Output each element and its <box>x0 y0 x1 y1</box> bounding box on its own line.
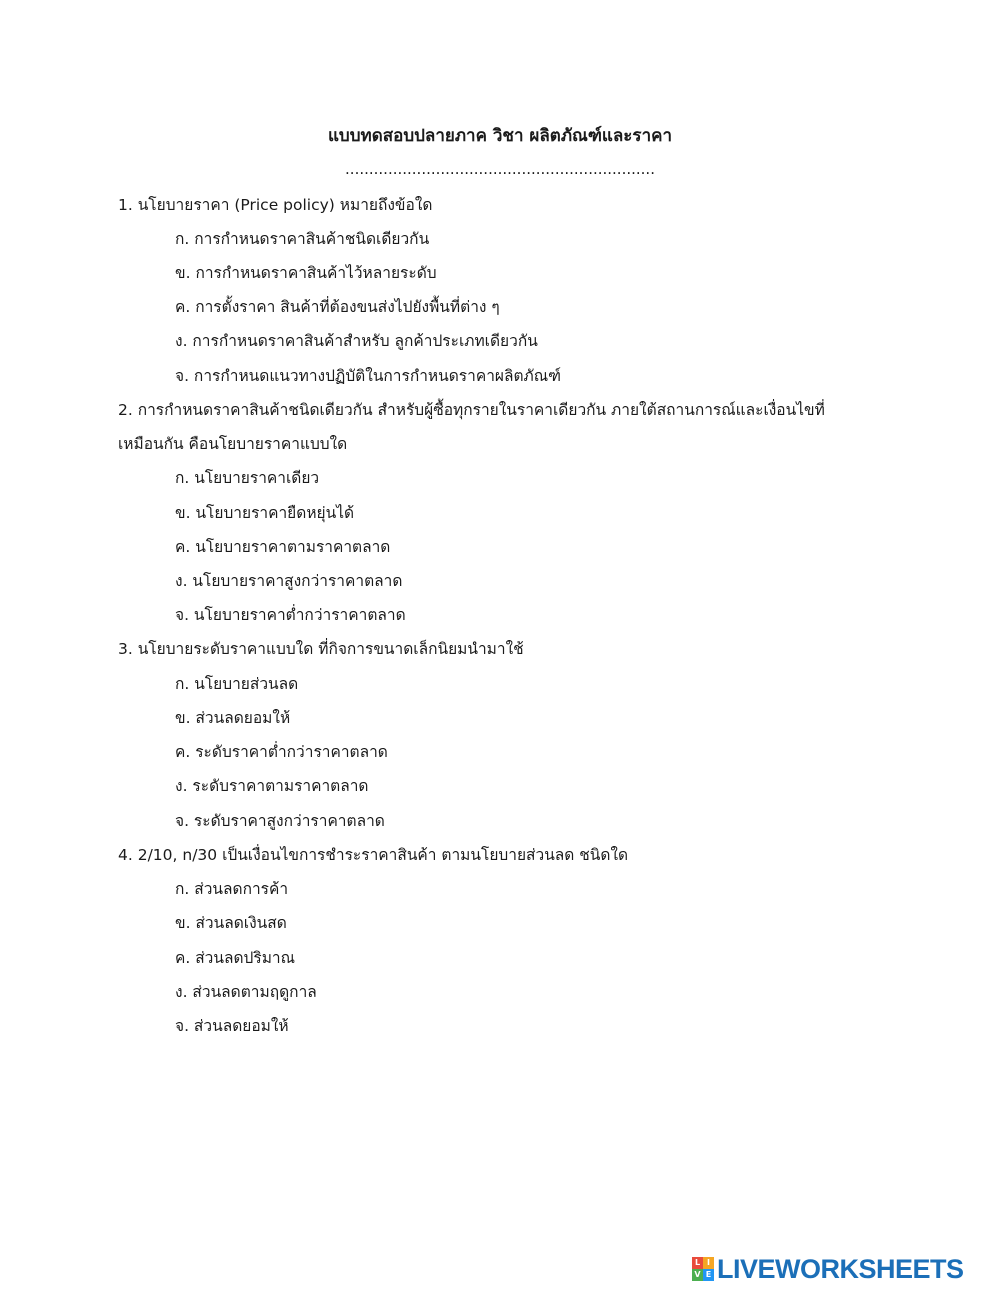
logo-cell-v: V <box>692 1269 703 1281</box>
question-1-option-d[interactable]: ง. การกำหนดราคาสินค้าสำหรับ ลูกค้าประเภทเดียวกัน <box>175 332 538 350</box>
logo-cell-l: L <box>692 1257 703 1269</box>
question-4-option-c[interactable]: ค. ส่วนลดปริมาณ <box>175 949 296 967</box>
question-4-text: 4. 2/10, n/30 เป็นเงื่อนไขการชำระราคาสินค้า ตามนโยบายส่วนลด ชนิดใด <box>118 846 629 864</box>
question-1-option-a[interactable]: ก. การกำหนดราคาสินค้าชนิดเดียวกัน <box>175 230 430 248</box>
logo-cell-i: I <box>703 1257 714 1269</box>
question-3-option-a[interactable]: ก. นโยบายส่วนลด <box>175 675 299 693</box>
question-2-option-a[interactable]: ก. นโยบายราคาเดียว <box>175 469 320 487</box>
question-1-text: 1. นโยบายราคา (Price policy) หมายถึงข้อใด <box>118 196 433 214</box>
question-3-option-e[interactable]: จ. ระดับราคาสูงกว่าราคาตลาด <box>175 812 385 830</box>
question-2-text: 2. การกำหนดราคาสินค้าชนิดเดียวกัน สำหรับผู้ซื้อทุกรายในราคาเดียวกัน ภายใต้สถานการณ์และเงื่อนไขที่ <box>118 401 825 419</box>
question-4-option-b[interactable]: ข. ส่วนลดเงินสด <box>175 914 287 932</box>
question-3-text: 3. นโยบายระดับราคาแบบใด ที่กิจการขนาดเล็กนิยมนำมาใช้ <box>118 640 524 658</box>
question-2-option-d[interactable]: ง. นโยบายราคาสูงกว่าราคาตลาด <box>175 572 403 590</box>
question-2-option-e[interactable]: จ. นโยบายราคาต่ำกว่าราคาตลาด <box>175 606 406 624</box>
page-title: แบบทดสอบปลายภาค วิชา ผลิตภัณฑ์และราคา <box>327 126 673 146</box>
brand-name: LIVEWORKSHEETS <box>717 1253 964 1284</box>
question-2-option-b[interactable]: ข. นโยบายราคายืดหยุ่นได้ <box>175 504 355 522</box>
question-3-option-c[interactable]: ค. ระดับราคาต่ำกว่าราคาตลาด <box>175 743 388 761</box>
question-1-option-e[interactable]: จ. การกำหนดแนวทางปฏิบัติในการกำหนดราคาผลิตภัณฑ์ <box>175 367 562 385</box>
name-blank-line: ................................................................. <box>345 160 655 178</box>
question-2-option-c[interactable]: ค. นโยบายราคาตามราคาตลาด <box>175 538 391 556</box>
question-4-option-e[interactable]: จ. ส่วนลดยอมให้ <box>175 1017 289 1035</box>
question-4-option-d[interactable]: ง. ส่วนลดตามฤดูกาล <box>175 983 317 1001</box>
question-3-option-d[interactable]: ง. ระดับราคาตามราคาตลาด <box>175 777 369 795</box>
question-3-option-b[interactable]: ข. ส่วนลดยอมให้ <box>175 709 291 727</box>
question-2-text-continued: เหมือนกัน คือนโยบายราคาแบบใด <box>118 435 348 453</box>
liveworksheets-brand[interactable] <box>692 1254 964 1284</box>
question-1-option-b[interactable]: ข. การกำหนดราคาสินค้าไว้หลายระดับ <box>175 264 437 282</box>
logo-cell-e: E <box>703 1269 714 1281</box>
liveworksheets-logo-icon <box>692 1257 714 1281</box>
question-4-option-a[interactable]: ก. ส่วนลดการค้า <box>175 880 289 898</box>
question-1-option-c[interactable]: ค. การตั้งราคา สินค้าที่ต้องขนส่งไปยังพื้นที่ต่าง ๆ <box>175 298 500 316</box>
